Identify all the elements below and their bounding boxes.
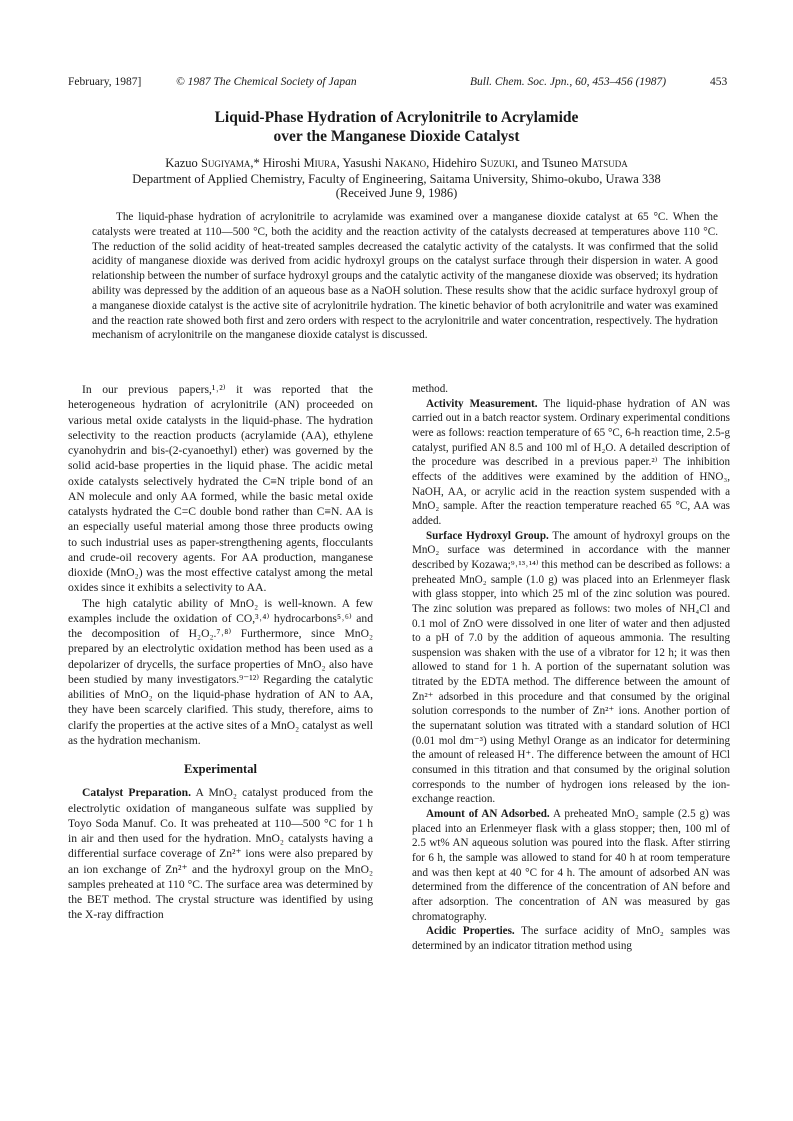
surface-hydroxyl-text: The amount of hydroxyl groups on the MnO₂ surface was determined in accordance with the manner described by Kozawa;⁹˒¹³˒¹⁴⁾ this method can be described as follows: a preheated MnO₂ sample (1.0 g) was placed into an Erlenmeyer flask with glass stopper, into which 25 ml of the zinc solution was poured. The zinc solution was prepared as follows: two moles of NH₄Cl and 0.1 mol of ZnO were dissolved in one liter of water and then adjusted to a pH of 7.0 by the addition of aqueous ammonia. The resulting suspension was shaken with the use of a vibrator for 12 h; it was then allowed to stand for 1 h. A portion of the supernatant solution was titrated by the EDTA method. The difference between the amount of Zn²⁺ adsorbed in this procedure and that consumed by the original solution corresponds to the number of Zn²⁺ ions. Another portion of the supernatant solution was titrated with a standard solution of HCl (0.01 mol dm⁻³) using Methyl Orange as an indicator for determining the amount of released H⁺. The difference between the amount of HCl consumed in this titration and that consumed by the original solution corresponds to the number of hydrogen ions released by the ion-exchange reaction. xyxy=(412,529,730,806)
author-list: Kazuo Sugiyama,* Hiroshi Miura, Yasushi Nakano, Hidehiro Suzuki, and Tsuneo Matsuda xyxy=(165,156,628,170)
header-page-number: 453 xyxy=(710,76,728,88)
author-3-given-name: Yasushi xyxy=(342,156,382,170)
copyright-symbol: © xyxy=(176,76,185,88)
intro-paragraph-1: In our previous papers,¹˒²⁾ it was reported that the heterogeneous hydration of acrylonitrile (AN) proceeded on various metal oxide catalysts in the liquid-phase. The hydration selectivity to the reaction products (acrylamide (AA), ethylene cyanohydrin and bis-(2-cyanoethyl) ether) was governed by the solid acid-base properties in the liquid phase. The acidic metal oxide catalysts selectively hydrated the C≡N triple bond of an AN molecule and only AA formed, while the basic metal oxide catalysts hydrated the C=C double bond rather than C≡N. AA is an especially useful material among those three products owing to such industrial uses as paper-strengthening agents, flocculants and crude-oil recovery agents. For AA production, manganese dioxide (MnO₂) was the most effective catalyst among the metal oxides since it exhibits a selectivity to AA. xyxy=(68,383,373,595)
author-2-given-name: Hiroshi xyxy=(262,156,301,170)
catalyst-preparation-paragraph xyxy=(68,785,373,922)
author-4-family-name: Suzuki xyxy=(479,156,515,170)
author-2-family-name: Miura xyxy=(303,156,337,170)
abstract: The liquid-phase hydration of acrylonitrile to acrylamide was examined over a manganese dioxide catalyst at 65 °C. When the catalysts were treated at 110—500 °C, both the acidity and the reaction activity of the catalysts decreased at temperatures above 110 °C. The reduction of the solid acidity of heat-treated samples decreased the catalytic activity of the catalysts. It was confirmed that the solid acidity of manganese dioxide was derived from acidic hydroxyl groups on the catalyst surface through their dispersion in water. A good relationship between the number of surface hydroxyl groups and the catalytic activity of the manganese dioxide was observed; its hydration ability was depressed by the addition of an aqueous base as a NaOH solution. These results show that the acidic surface hydroxyl group of a manganese dioxide catalyst is the active site of acrylonitrile hydration. The kinetic behavior of both acrylonitrile and water was examined and the reaction rate showed both first and zero orders with respect to the acrylonitrile and water concentration, respectively. The hydration mechanism of acrylonitrile on the manganese dioxide catalyst is discussed. xyxy=(92,211,718,342)
intro-paragraph-2: The high catalytic ability of MnO₂ is well-known. A few examples include the oxidation of CO,³˒⁴⁾ hydrocarbons⁵˒⁶⁾ and the decomposition of H₂O₂.⁷˒⁸⁾ Furthermore, since MnO₂ prepared by an electrolytic oxidation method has been used as a depolarizer of drycells, the surface properties of MnO₂ also have been studied by many investigators.⁹⁻¹²⁾ Regarding the catalytic abilities of MnO₂ on the liquid-phase hydration of AN to AA, they have been scarcely clarified. This study, therefore, aims to clarify the properties at the active sites of a MnO₂ catalyst as well as the hydration mechanism. xyxy=(68,596,373,747)
right-column xyxy=(412,382,730,954)
author-1-family-name: Sugiyama xyxy=(200,156,251,170)
header-date: February, 1987] xyxy=(68,76,142,88)
affiliation: Department of Applied Chemistry, Faculty of Engineering, Saitama University, Shimo-okubo, Urawa 338 xyxy=(132,172,661,186)
author-4-given-name: Hidehiro xyxy=(432,156,477,170)
acidic-properties-text: The surface acidity of MnO₂ samples was determined by an indicator titration method using xyxy=(412,925,730,952)
title-line-1: Liquid-Phase Hydration of Acrylonitrile to Acrylamide xyxy=(214,109,579,126)
received-date: (Received June 9, 1986) xyxy=(335,186,458,200)
author-3-family-name: Nakano xyxy=(384,156,427,170)
an-adsorbed-paragraph xyxy=(412,807,730,924)
corresponding-author-mark: ,* xyxy=(250,156,260,170)
catalyst-preparation-text: A MnO₂ catalyst produced from the electrolytic oxidation of manganeous sulfate was supplied by Toyo Soda Manuf. Co. It was preheated at 110—500 °C for 1 h in air and then used for the hydration. MnO₂ catalysts having a differential surface coverage of Zn²⁺ ions were also prepared by an ion exchange of Zn²⁺ and the hydroxyl group on the MnO₂ samples preheated at 110 °C. The surface area was determined by the BET method. The crystal structure was identified by using the X-ray diffraction xyxy=(68,786,373,922)
header-copyright xyxy=(176,76,357,88)
acidic-properties-paragraph xyxy=(412,924,730,953)
activity-measurement-text: The liquid-phase hydration of AN was carried out in a batch reactor system. Ordinary experimental conditions were as follows: reaction temperature of 65 °C, 6-h reaction time, 2.5-g catalyst, purified AN 8.5 and 100 ml of H₂O. A detailed description of the procedure was described in a previous paper.²⁾ The inhibition effects of the additives were examined by the addition of HNO₃, NaOH, AA, or acrylic acid in the reaction system suspended with a MnO₂ sample. After the reaction temperature reached 65 °C, AA was added. xyxy=(412,397,731,527)
acidic-properties-heading: Acidic Properties. xyxy=(426,925,515,938)
continued-text: method. xyxy=(412,383,449,395)
catalyst-preparation-heading: Catalyst Preparation. xyxy=(82,786,191,800)
title-line-2: over the Manganese Dioxide Catalyst xyxy=(273,128,520,145)
copyright-text: 1987 The Chemical Society of Japan xyxy=(187,76,357,88)
an-adsorbed-heading: Amount of AN Adsorbed. xyxy=(426,808,550,821)
activity-measurement-paragraph xyxy=(412,397,730,529)
surface-hydroxyl-paragraph xyxy=(412,529,730,807)
header-journal-citation: Bull. Chem. Soc. Jpn., 60, 453–456 (1987) xyxy=(470,76,667,88)
article-title xyxy=(90,108,703,146)
author-5-given-name: Tsuneo xyxy=(542,156,579,170)
activity-measurement-heading: Activity Measurement. xyxy=(426,397,538,410)
an-adsorbed-text: A preheated MnO₂ sample (2.5 g) was placed into an Erlenmeyer flask with a glass stopper; then, 100 ml of 2.5 wt% AN aqueous solution was poured into the flask. After stirring for 6 h, the sample was allowed to stand for 40 h at room temperature and was then kept at 40 °C for 4 h. The amount of adsorbed AN was determined from the difference of the concentration of AN before and after adsorption. The concentration of AN was measured by gas chromatography. xyxy=(412,808,730,923)
left-column xyxy=(68,382,373,923)
author-5-family-name: Matsuda xyxy=(581,156,628,170)
section-heading-experimental: Experimental xyxy=(184,762,257,776)
surface-hydroxyl-heading: Surface Hydroxyl Group. xyxy=(426,529,549,542)
author-1-given-name: Kazuo xyxy=(165,156,198,170)
author-and: and xyxy=(521,156,540,170)
